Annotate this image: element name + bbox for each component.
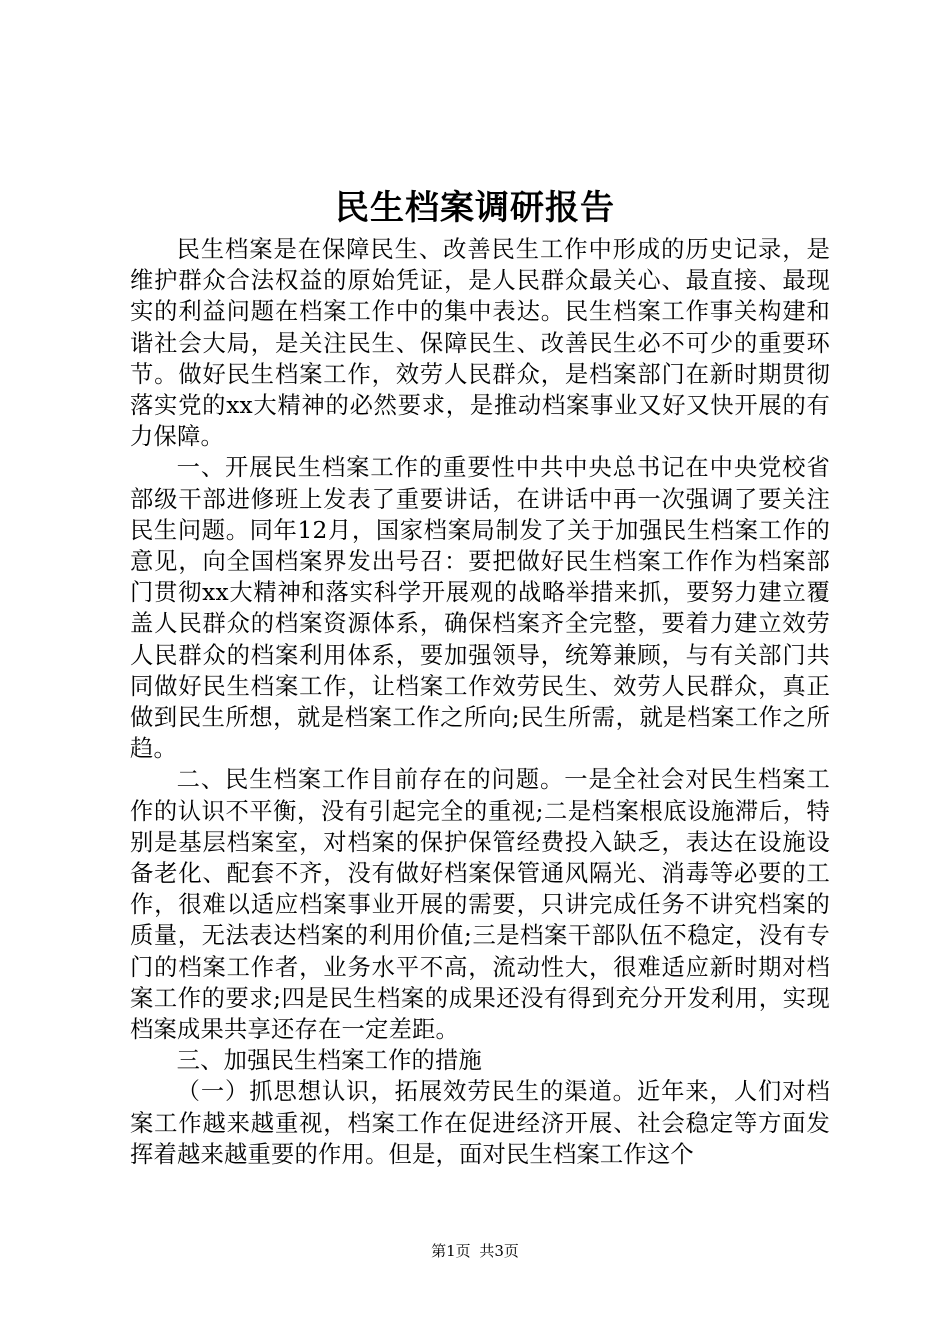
page-footer	[0, 1241, 950, 1261]
paragraph-section-2: 二、民生档案工作目前存在的问题。一是全社会对民生档案工作的认识不平衡，没有引起完全的重视;二是档案根底设施滞后，特别是基层档案室，对档案的保护保管经费投入缺乏，表达在设施设备老化、配套不齐，没有做好档案保管通风隔光、消毒等必要的工作，很难以适应档案事业开展的需要，只讲完成任务不讲究档案的质量，无法表达档案的利用价值;三是档案干部队伍不稳定，没有专门的档案工作者，业务水平不高，流动性大，很难适应新时期对档案工作的要求;四是民生档案的成果还没有得到充分开发利用，实现档案成果共享还存在一定差距。	[130, 766, 830, 1044]
page-total: 共3页	[479, 1242, 519, 1260]
paragraph-intro: 民生档案是在保障民生、改善民生工作中形成的历史记录，是维护群众合法权益的原始凭证，是人民群众最关心、最直接、最现实的利益问题在档案工作中的集中表达。民生档案工作事关构建和谐社会大局，是关注民生、保障民生、改善民生必不可少的重要环节。做好民生档案工作，效劳人民群众，是档案部门在新时期贯彻落实党的xx大精神的必然要求，是推动档案事业又好又快开展的有力保障。	[130, 236, 830, 451]
paragraph-section-3-1: （一）抓思想认识，拓展效劳民生的渠道。近年来，人们对档案工作越来越重视，档案工作在促进经济开展、社会稳定等方面发挥着越来越重要的作用。但是，面对民生档案工作这个	[130, 1078, 830, 1168]
document-title: 民生档案调研报告	[335, 188, 615, 228]
page-number: 第1页	[431, 1242, 471, 1260]
document-body	[130, 234, 830, 1170]
paragraph-section-3-heading: 三、加强民生档案工作的措施	[176, 1047, 483, 1075]
paragraph-section-1: 一、开展民生档案工作的重要性中共中央总书记在中央党校省部级干部进修班上发表了重要讲话，在讲话中再一次强调了要关注民生问题。同年12月，国家档案局制发了关于加强民生档案工作的意见，向全国档案界发出号召：要把做好民生档案工作作为档案部门贯彻xx大精神和落实科学开展观的战略举措来抓，要努力建立覆盖人民群众的档案资源体系，确保档案齐全完整，要着力建立效劳人民群众的档案利用体系，要加强领导，统筹兼顾，与有关部门共同做好民生档案工作，让档案工作效劳民生、效劳人民群众，真正做到民生所想，就是档案工作之所向;民生所需，就是档案工作之所趋。	[130, 454, 830, 763]
